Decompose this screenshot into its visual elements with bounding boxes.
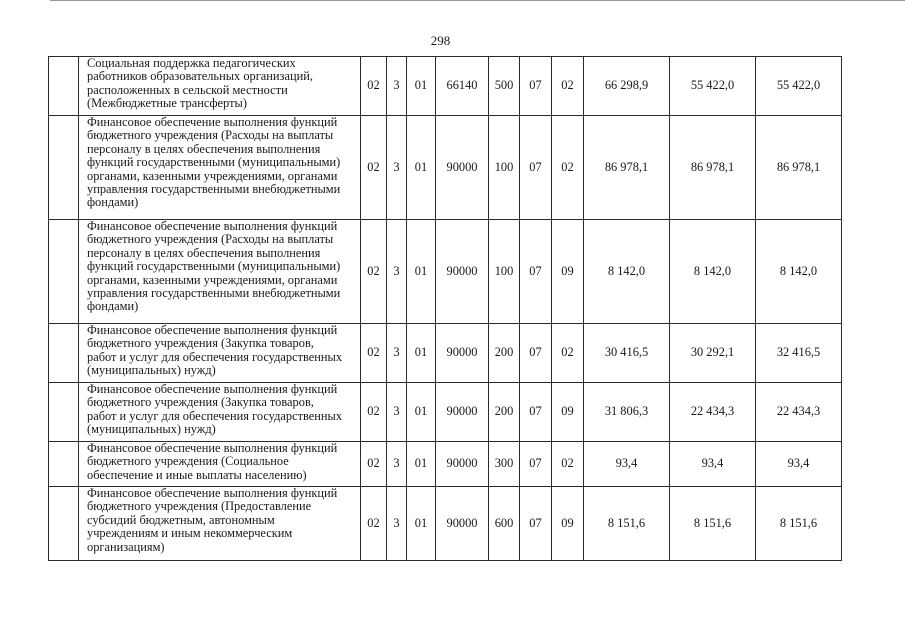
target-code-cell: 90000 [436, 442, 489, 487]
program-code-cell: 3 [387, 442, 407, 487]
target-code-cell: 90000 [436, 324, 489, 383]
program-code-cell: 3 [387, 57, 407, 116]
subprogram-code-cell: 01 [407, 220, 436, 324]
table-row [49, 324, 842, 383]
amount-year-1-cell: 93,4 [584, 442, 670, 487]
table-row [49, 116, 842, 220]
description-cell [79, 487, 361, 561]
description-line: фондами) [87, 195, 139, 210]
amount-year-3-cell: 86 978,1 [756, 116, 842, 220]
target-code-cell: 90000 [436, 383, 489, 442]
description-cell [79, 116, 361, 220]
table-row [49, 487, 842, 561]
section-code-cell: 07 [520, 324, 552, 383]
amount-year-2-cell: 93,4 [670, 442, 756, 487]
subprogram-code-cell: 01 [407, 383, 436, 442]
amount-year-3-cell: 32 416,5 [756, 324, 842, 383]
target-code-cell: 90000 [436, 220, 489, 324]
description-line: работ и услуг для обеспечения государственных [87, 349, 343, 364]
expense-type-code-cell: 100 [489, 220, 520, 324]
amount-year-1-cell: 30 416,5 [584, 324, 670, 383]
amount-year-1-cell: 8 142,0 [584, 220, 670, 324]
subprogram-code-cell: 01 [407, 442, 436, 487]
amount-year-2-cell: 55 422,0 [670, 57, 756, 116]
description-line: организациям) [87, 539, 165, 554]
row-margin-cell [49, 487, 79, 561]
subsection-code-cell: 09 [552, 383, 584, 442]
expense-type-code-cell: 200 [489, 383, 520, 442]
row-margin-cell [49, 383, 79, 442]
table-row [49, 383, 842, 442]
description-line: Финансовое обеспечение выполнения функций [87, 486, 338, 500]
target-code-cell: 66140 [436, 57, 489, 116]
description-line: функций государственными (муниципальными) [87, 259, 341, 274]
program-code-cell: 3 [387, 116, 407, 220]
description-line: Финансовое обеспечение выполнения функций [87, 219, 338, 233]
budget-table [48, 56, 842, 561]
expense-type-code-cell: 200 [489, 324, 520, 383]
subsection-code-cell: 02 [552, 324, 584, 383]
description-line: (Межбюджетные трансферты) [87, 96, 247, 111]
amount-year-1-cell: 86 978,1 [584, 116, 670, 220]
amount-year-3-cell: 93,4 [756, 442, 842, 487]
subprogram-code-cell: 01 [407, 487, 436, 561]
description-line: бюджетного учреждения (Расходы на выплаты [87, 232, 334, 247]
amount-year-2-cell: 30 292,1 [670, 324, 756, 383]
amount-year-1-cell: 66 298,9 [584, 57, 670, 116]
row-margin-cell [49, 324, 79, 383]
amount-year-3-cell: 8 142,0 [756, 220, 842, 324]
chapter-code-cell: 02 [361, 487, 387, 561]
table-row [49, 57, 842, 116]
description-line: бюджетного учреждения (Предоставление [87, 499, 312, 514]
description-line: Финансовое обеспечение выполнения функций [87, 441, 338, 455]
subprogram-code-cell: 01 [407, 57, 436, 116]
subsection-code-cell: 02 [552, 116, 584, 220]
expense-type-code-cell: 300 [489, 442, 520, 487]
table-row [49, 442, 842, 487]
description-line: обеспечение и иные выплаты населению) [87, 467, 307, 482]
description-line: бюджетного учреждения (Закупка товаров, [87, 395, 314, 410]
description-line: работников образовательных организаций, [87, 69, 313, 84]
description-line: бюджетного учреждения (Закупка товаров, [87, 336, 314, 351]
description-line: бюджетного учреждения (Социальное [87, 454, 289, 469]
description-line: персоналу в целях обеспечения выполнения [87, 141, 321, 156]
amount-year-2-cell: 22 434,3 [670, 383, 756, 442]
chapter-code-cell: 02 [361, 57, 387, 116]
section-code-cell: 07 [520, 57, 552, 116]
subprogram-code-cell: 01 [407, 116, 436, 220]
expense-type-code-cell: 100 [489, 116, 520, 220]
section-code-cell: 07 [520, 220, 552, 324]
amount-year-3-cell: 8 151,6 [756, 487, 842, 561]
chapter-code-cell: 02 [361, 116, 387, 220]
description-line: Финансовое обеспечение выполнения функций [87, 115, 338, 129]
subsection-code-cell: 09 [552, 487, 584, 561]
program-code-cell: 3 [387, 383, 407, 442]
description-line: органами, казенными учреждениями, органами [87, 272, 338, 287]
subprogram-code-cell: 01 [407, 324, 436, 383]
description-line: Финансовое обеспечение выполнения функций [87, 323, 338, 337]
row-margin-cell [49, 57, 79, 116]
program-code-cell: 3 [387, 220, 407, 324]
description-line: работ и услуг для обеспечения государственных [87, 408, 343, 423]
description-line: субсидий бюджетным, автономным [87, 512, 275, 527]
program-code-cell: 3 [387, 487, 407, 561]
section-code-cell: 07 [520, 383, 552, 442]
row-margin-cell [49, 442, 79, 487]
table-row [49, 220, 842, 324]
description-line: (муниципальных) нужд) [87, 363, 216, 378]
description-line: расположенных в сельской местности [87, 82, 288, 97]
chapter-code-cell: 02 [361, 442, 387, 487]
description-line: Финансовое обеспечение выполнения функций [87, 382, 338, 396]
description-line: функций государственными (муниципальными) [87, 155, 341, 170]
description-cell [79, 220, 361, 324]
target-code-cell: 90000 [436, 116, 489, 220]
expense-type-code-cell: 500 [489, 57, 520, 116]
description-line: бюджетного учреждения (Расходы на выплаты [87, 128, 334, 143]
description-cell [79, 383, 361, 442]
target-code-cell: 90000 [436, 487, 489, 561]
description-line: персоналу в целях обеспечения выполнения [87, 245, 321, 260]
amount-year-2-cell: 8 142,0 [670, 220, 756, 324]
description-line: органами, казенными учреждениями, органами [87, 168, 338, 183]
description-line: учреждениям и иным некоммерческим [87, 526, 293, 541]
section-code-cell: 07 [520, 487, 552, 561]
expense-type-code-cell: 600 [489, 487, 520, 561]
description-cell [79, 324, 361, 383]
row-margin-cell [49, 220, 79, 324]
description-line: фондами) [87, 299, 139, 314]
top-rule [50, 0, 905, 1]
section-code-cell: 07 [520, 116, 552, 220]
description-line: управления государственными внебюджетными [87, 182, 341, 197]
subsection-code-cell: 09 [552, 220, 584, 324]
chapter-code-cell: 02 [361, 383, 387, 442]
subsection-code-cell: 02 [552, 57, 584, 116]
program-code-cell: 3 [387, 324, 407, 383]
description-cell [79, 442, 361, 487]
amount-year-3-cell: 55 422,0 [756, 57, 842, 116]
description-line: Социальная поддержка педагогических [87, 56, 296, 70]
chapter-code-cell: 02 [361, 220, 387, 324]
row-margin-cell [49, 116, 79, 220]
amount-year-2-cell: 8 151,6 [670, 487, 756, 561]
amount-year-2-cell: 86 978,1 [670, 116, 756, 220]
page-number: 298 [430, 33, 451, 48]
description-line: (муниципальных) нужд) [87, 422, 216, 437]
amount-year-1-cell: 8 151,6 [584, 487, 670, 561]
table-body [49, 57, 842, 561]
subsection-code-cell: 02 [552, 442, 584, 487]
description-cell [79, 57, 361, 116]
amount-year-3-cell: 22 434,3 [756, 383, 842, 442]
amount-year-1-cell: 31 806,3 [584, 383, 670, 442]
description-line: управления государственными внебюджетными [87, 286, 341, 301]
chapter-code-cell: 02 [361, 324, 387, 383]
section-code-cell: 07 [520, 442, 552, 487]
